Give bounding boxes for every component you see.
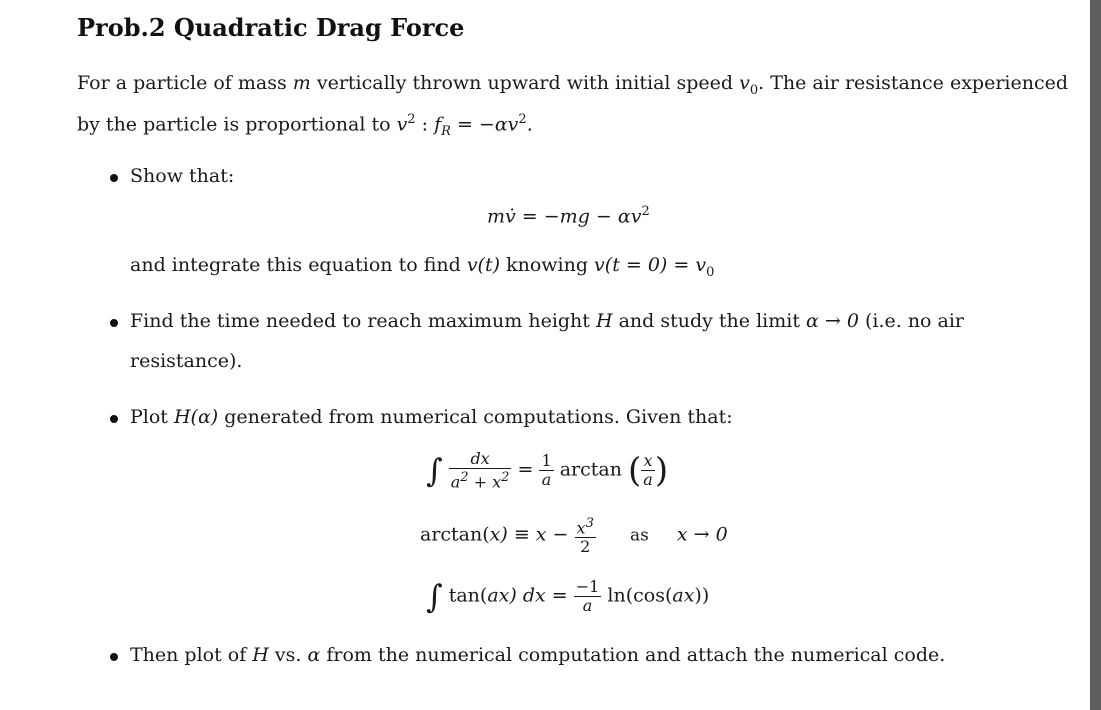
- h-symbol: H: [595, 310, 613, 332]
- integral-arctan-equation: [426, 450, 668, 491]
- exponent: 2: [460, 470, 469, 485]
- bullet-1-text: Show that:: [130, 165, 235, 187]
- h-alpha-symbol: H(α): [173, 406, 219, 428]
- equals: =: [551, 584, 574, 607]
- fraction: [449, 450, 512, 491]
- exponent: 3: [585, 516, 594, 531]
- vertical-scrollbar[interactable]: [1090, 0, 1101, 710]
- intro-text: = −: [450, 113, 495, 136]
- intro-text: :: [415, 113, 435, 136]
- intro-text: .: [526, 113, 533, 136]
- ax-symbol: ax: [487, 584, 510, 607]
- integral-sign: ∫: [426, 577, 443, 616]
- bullet-text: (i.e. no air: [858, 310, 965, 332]
- intro-text: For a particle of mass: [77, 72, 293, 94]
- denominator: 2: [575, 537, 596, 556]
- intro-text: . The air resistance experienced: [758, 72, 1069, 94]
- arctan-label: arctan: [559, 458, 622, 481]
- h-symbol: H: [252, 644, 269, 666]
- f-subscript: R: [441, 124, 451, 140]
- integrate-line: [130, 254, 714, 280]
- exponent: 2: [518, 112, 527, 127]
- v0-symbol: v: [739, 72, 750, 94]
- numerator: [575, 515, 596, 537]
- bullet-text: Plot: [130, 406, 174, 428]
- den-b: + x: [468, 472, 502, 492]
- intro-text: vertically thrown upward with initial speed: [310, 72, 740, 94]
- close-parens: )): [694, 584, 710, 607]
- alpha-limit: α → 0: [806, 310, 859, 332]
- v-symbol: v: [396, 113, 408, 136]
- bullet-dot: [110, 415, 118, 423]
- bullet-text: from the numerical computation and attach the numerical code.: [320, 644, 946, 666]
- x-symbol: x: [489, 523, 501, 546]
- fraction: [641, 452, 655, 489]
- numerator: dx: [470, 449, 490, 468]
- bullet-2-line-2: resistance).: [130, 350, 243, 372]
- denominator: a: [539, 470, 553, 489]
- bullet-4-text: [130, 644, 945, 666]
- num-x: x: [576, 518, 586, 538]
- denominator: a: [643, 470, 653, 490]
- exponent: 2: [501, 470, 510, 485]
- bullet-text: vs.: [268, 644, 308, 666]
- as-label: as: [629, 525, 649, 546]
- open-paren: (: [628, 450, 642, 491]
- intro-line-2: [77, 112, 533, 139]
- fraction: [574, 578, 602, 615]
- arctan-lhs: arctan(: [420, 523, 490, 546]
- fraction: [539, 452, 553, 489]
- bullet-dot: [110, 319, 118, 327]
- alpha-symbol: α: [307, 644, 321, 666]
- numerator: 1: [541, 451, 552, 471]
- v0-subscript: 0: [749, 82, 759, 98]
- ln-label: ln(cos(: [607, 584, 673, 607]
- den-a: a: [450, 472, 461, 492]
- numerator: x: [643, 451, 653, 471]
- f-symbol: f: [434, 113, 442, 136]
- integral-sign: ∫: [426, 451, 443, 490]
- initial-condition: v(t = 0) = v: [594, 254, 707, 276]
- bullet-text: Find the time needed to reach maximum height: [130, 310, 596, 332]
- fraction: [575, 515, 596, 556]
- ode-equation: [487, 204, 650, 227]
- close-paren: ): [654, 450, 669, 491]
- arctan-rhs: ) ≡ x −: [500, 523, 569, 546]
- tan-label: tan(: [448, 584, 488, 607]
- intro-text: by the particle is proportional to: [77, 113, 397, 136]
- vt-symbol: v(t): [466, 254, 501, 276]
- ode-rhs: = −mg − αv: [515, 205, 642, 228]
- integrate-text: knowing: [500, 254, 595, 276]
- bullet-3-text: [130, 406, 733, 428]
- denominator: a: [574, 596, 602, 615]
- bullet-text: generated from numerical computations. Given that:: [218, 406, 733, 428]
- ax-symbol: ax: [672, 584, 695, 607]
- denominator: [449, 468, 512, 491]
- bullet-dot: [110, 174, 118, 182]
- dx-label: ) dx: [509, 584, 546, 607]
- ode-lhs: mv̇: [487, 205, 516, 228]
- bullet-text: Then plot of: [130, 644, 253, 666]
- bullet-dot: [110, 653, 118, 661]
- v0-subscript: 0: [706, 264, 715, 280]
- x-limit: x → 0: [676, 523, 728, 546]
- intro-line-1: [77, 72, 1068, 98]
- alpha-v-symbol: αv: [494, 113, 519, 136]
- equals: =: [517, 458, 540, 481]
- exponent: 2: [407, 112, 416, 127]
- page-title: Prob.2 Quadratic Drag Force: [77, 13, 465, 42]
- arctan-approximation: [420, 515, 728, 556]
- mass-symbol: m: [292, 72, 311, 94]
- integral-tan-equation: [426, 578, 709, 615]
- integrate-text: and integrate this equation to find: [130, 254, 467, 276]
- numerator: −1: [575, 577, 600, 596]
- exponent: 2: [641, 204, 650, 219]
- bullet-text: and study the limit: [612, 310, 806, 332]
- bullet-2-line-1: [130, 310, 964, 332]
